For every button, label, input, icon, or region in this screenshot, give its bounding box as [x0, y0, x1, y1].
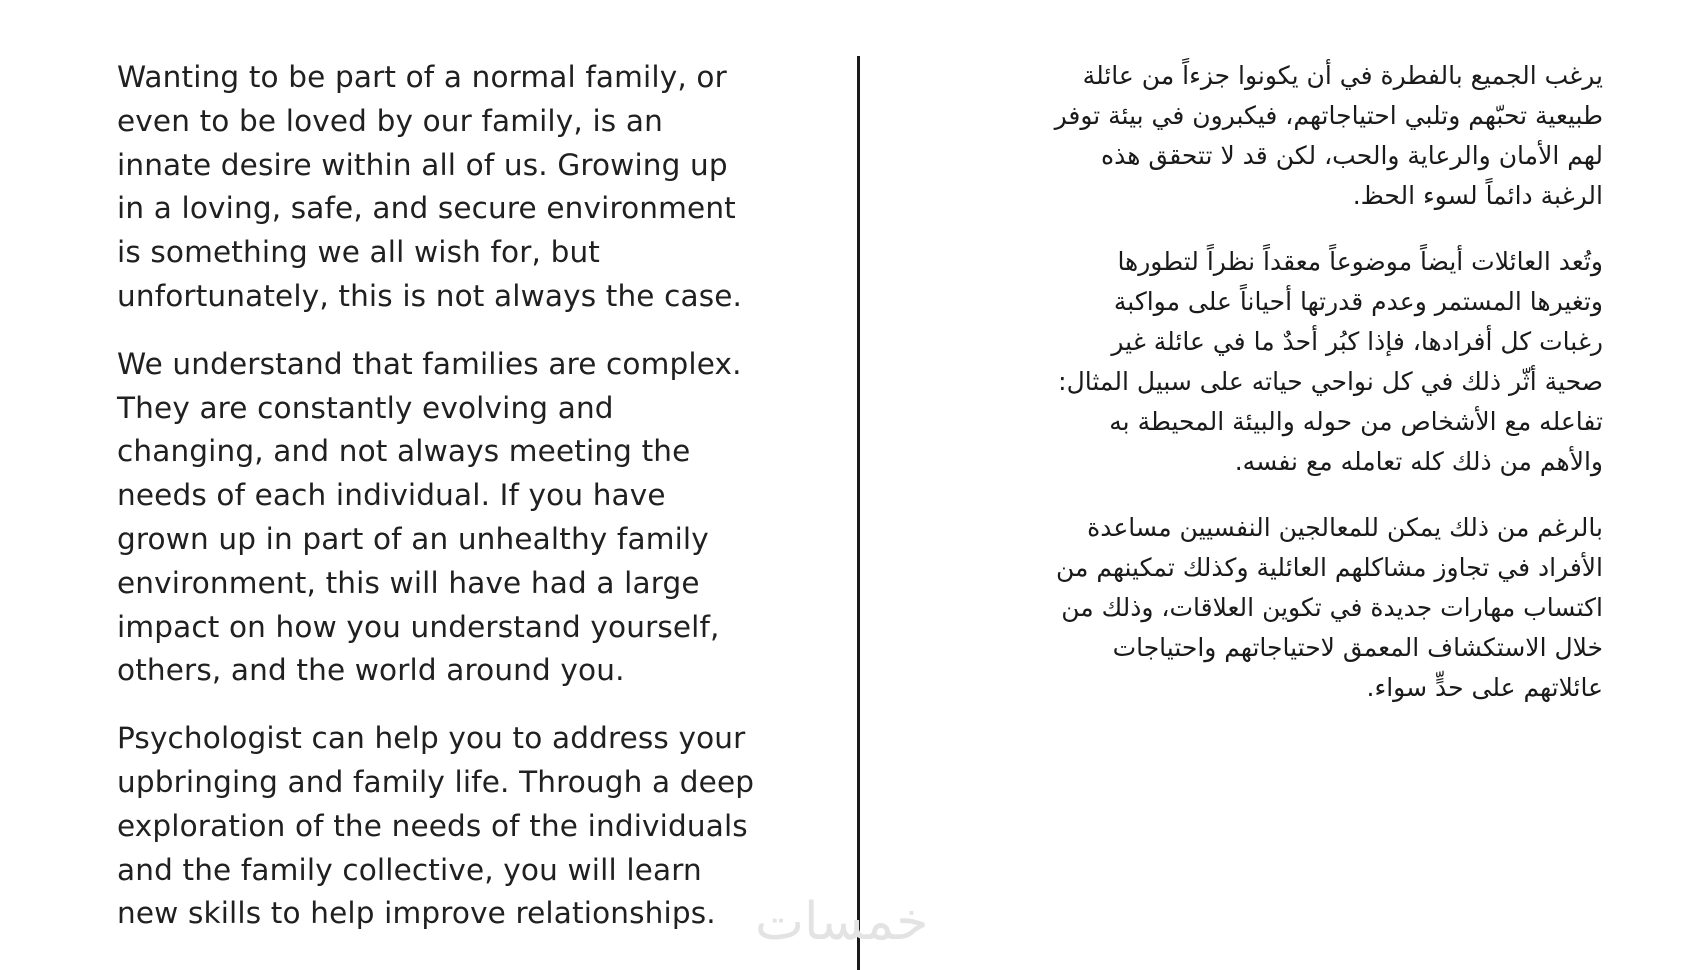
- text-line: الأفراد في تجاوز مشاكلهم العائلية وكذلك تمكينهم من: [1055, 553, 1603, 582]
- text-line: They are constantly evolving and: [117, 390, 614, 425]
- arabic-paragraph-3: [903, 508, 1603, 708]
- text-line: needs of each individual. If you have: [117, 478, 666, 513]
- text-line: لهم الأمان والرعاية والحب، لكن قد لا تتحقق هذه: [1101, 141, 1603, 170]
- text-line: unfortunately, this is not always the case.: [117, 278, 743, 313]
- text-line: We understand that families are complex.: [117, 346, 742, 381]
- text-line: in a loving, safe, and secure environment: [117, 191, 736, 226]
- text-line: others, and the world around you.: [117, 653, 625, 688]
- english-paragraph-2: [117, 343, 817, 693]
- text-line: Psychologist can help you to address your: [117, 721, 746, 756]
- text-line: تفاعله مع الأشخاص من حوله والبيئة المحيطة به: [1109, 407, 1603, 436]
- text-line: يرغب الجميع بالفطرة في أن يكونوا جزءاً من عائلة: [1082, 61, 1603, 90]
- arabic-paragraph-2: [903, 242, 1603, 482]
- arabic-column: [903, 56, 1603, 734]
- text-line: وتُعد العائلات أيضاً موضوعاً معقداً نظراً لتطورها: [1117, 247, 1603, 276]
- text-line: and the family collective, you will learn: [117, 852, 702, 887]
- text-line: Wanting to be part of a normal family, or: [117, 60, 727, 94]
- text-line: صحية أثّر ذلك في كل نواحي حياته على سبيل المثال:: [1058, 367, 1603, 396]
- text-line: grown up in part of an unhealthy family: [117, 521, 709, 556]
- text-line: اكتساب مهارات جديدة في تكوين العلاقات، وذلك من: [1061, 593, 1603, 622]
- text-line: innate desire within all of us. Growing up: [117, 147, 728, 182]
- arabic-paragraph-1: [903, 56, 1603, 216]
- text-line: environment, this will have had a large: [117, 565, 700, 600]
- text-line: new skills to help improve relationships.: [117, 896, 716, 931]
- text-line: changing, and not always meeting the: [117, 434, 691, 469]
- text-line: even to be loved by our family, is an: [117, 103, 663, 138]
- text-line: طبيعية تحبّهم وتلبي احتياجاتهم، فيكبرون في بيئة توفر: [1054, 101, 1603, 130]
- text-line: عائلاتهم على حدٍّ سواء.: [1366, 673, 1603, 702]
- text-line: impact on how you understand yourself,: [117, 609, 720, 644]
- column-divider: [857, 56, 860, 970]
- english-column: [117, 56, 817, 960]
- watermark: خمسات: [755, 892, 929, 952]
- text-line: بالرغم من ذلك يمكن للمعالجين النفسيين مساعدة: [1087, 513, 1603, 542]
- english-paragraph-3: [117, 717, 817, 936]
- text-line: الرغبة دائماً لسوء الحظ.: [1352, 181, 1603, 210]
- text-line: is something we all wish for, but: [117, 235, 601, 270]
- text-line: exploration of the needs of the individuals: [117, 808, 748, 843]
- text-line: والأهم من ذلك كله تعامله مع نفسه.: [1234, 447, 1603, 476]
- text-line: خلال الاستكشاف المعمق لاحتياجاتهم واحتياجات: [1112, 633, 1603, 662]
- text-line: وتغيرها المستمر وعدم قدرتها أحياناً على مواكبة: [1113, 287, 1603, 316]
- text-line: رغبات كل أفرادها، فإذا كبُر أحدٌ ما في عائلة غير: [1111, 327, 1603, 356]
- text-line: upbringing and family life. Through a deep: [117, 764, 755, 799]
- english-paragraph-1: [117, 56, 817, 319]
